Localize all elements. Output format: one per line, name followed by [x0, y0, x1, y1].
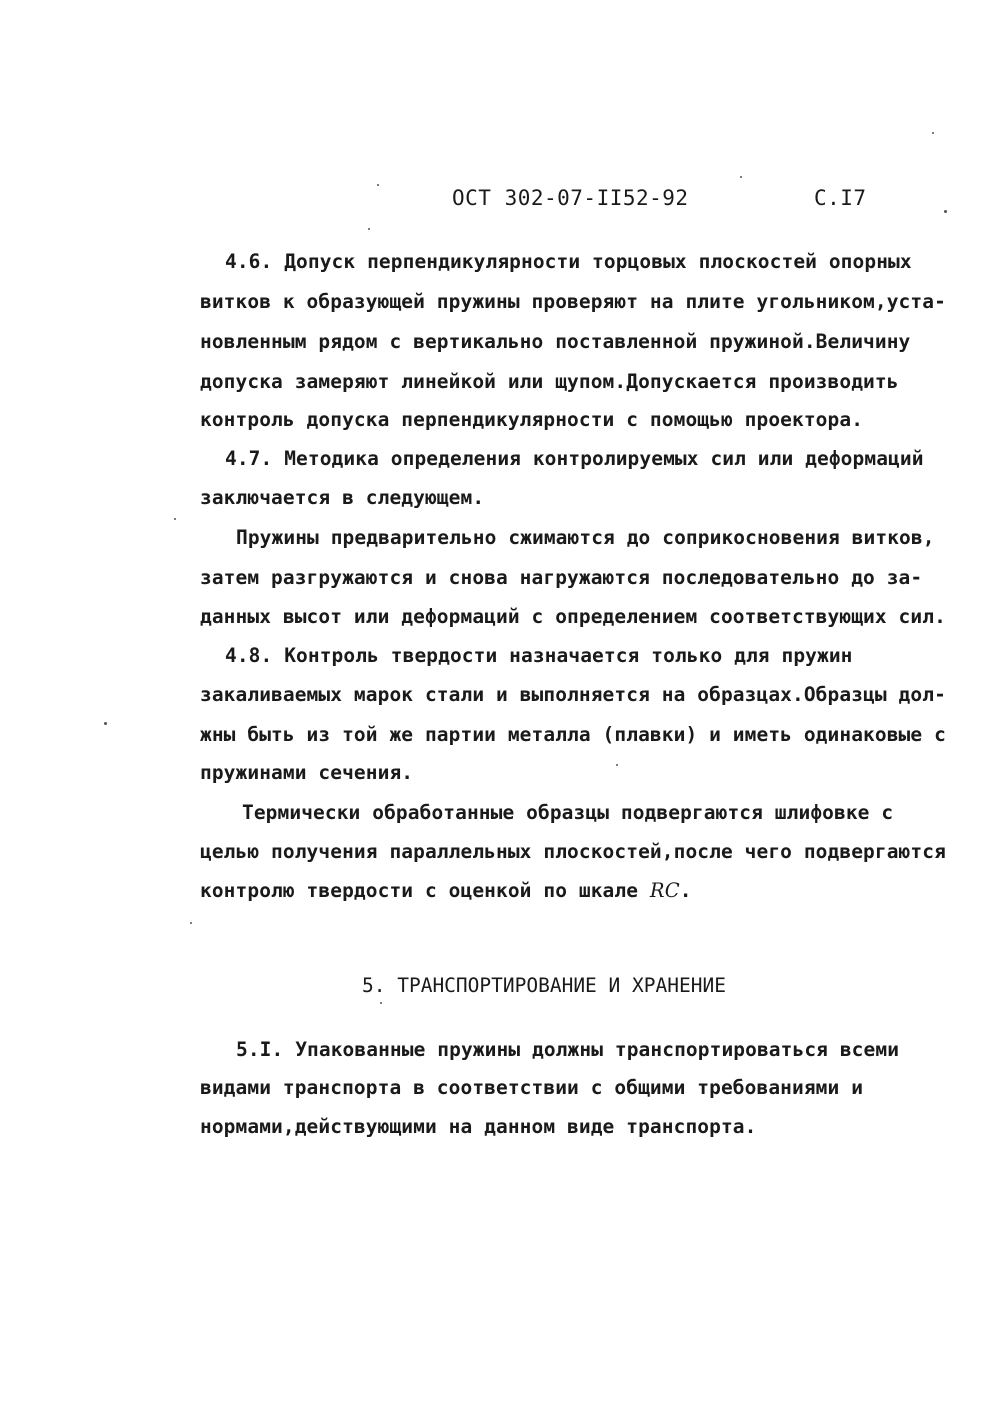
scan-speck — [377, 184, 379, 186]
rc-scale-mark: RC — [649, 879, 680, 902]
text-line: новленным рядом с вертикально поставленной пружиной.Величину — [200, 330, 911, 353]
scan-speck — [104, 722, 107, 725]
text-line: витков к образующей пружины проверяют на плите угольником,уста- — [200, 290, 946, 313]
text-line: затем разгружаются и снова нагружаются последовательно до за- — [200, 566, 923, 589]
text-line: данных высот или деформаций с определением соответствующих сил. — [200, 605, 946, 628]
text-line: Пружины предварительно сжимаются до соприкосновения витков, — [236, 526, 935, 549]
text-line: 4.6. Допуск перпендикулярности торцовых плоскостей опорных — [225, 250, 912, 273]
text-line: заключается в следующем. — [200, 486, 485, 509]
scan-speck — [740, 176, 742, 178]
scan-speck — [616, 764, 618, 766]
text-line: закаливаемых марок стали и выполняется на образцах.Образцы дол- — [200, 683, 946, 706]
scan-speck — [190, 922, 192, 924]
text-line-rc — [200, 879, 692, 902]
text-line-suffix: . — [679, 879, 692, 902]
text-line: 4.7. Методика определения контролируемых сил или деформаций — [225, 447, 924, 470]
scan-speck — [932, 132, 934, 134]
text-line: 4.8. Контроль твердости назначается только для пружин — [225, 644, 853, 667]
scan-speck — [944, 210, 947, 213]
text-line: Термически обработанные образцы подвергаются шлифовке с — [242, 801, 894, 824]
section-title: 5. ТРАНСПОРТИРОВАНИЕ И ХРАНЕНИЕ — [362, 974, 726, 997]
text-line: нормами,действующими на данном виде транспорта. — [200, 1115, 757, 1138]
text-line: допуска замеряют линейкой или щупом.Допускается производить — [200, 370, 899, 393]
scan-speck — [368, 228, 370, 230]
document-code: ОСТ 302-07-II52-92 — [452, 186, 689, 210]
text-line: видами транспорта в соответствии с общими требованиями и — [200, 1076, 864, 1099]
page-number: С.I7 — [814, 186, 867, 210]
text-line: целью получения параллельных плоскостей,после чего подвергаются — [200, 840, 946, 863]
text-line: контроль допуска перпендикулярности с помощью проектора. — [200, 408, 864, 431]
text-line: контролю твердости с оценкой по шкале — [200, 879, 650, 902]
scan-speck — [380, 1002, 382, 1004]
scan-speck — [174, 518, 176, 520]
text-line: жны быть из той же партии металла (плавки) и иметь одинаковые с — [200, 723, 946, 746]
text-line: 5.I. Упакованные пружины должны транспортироваться всеми — [236, 1038, 900, 1061]
text-line: пружинами сечения. — [200, 761, 414, 784]
